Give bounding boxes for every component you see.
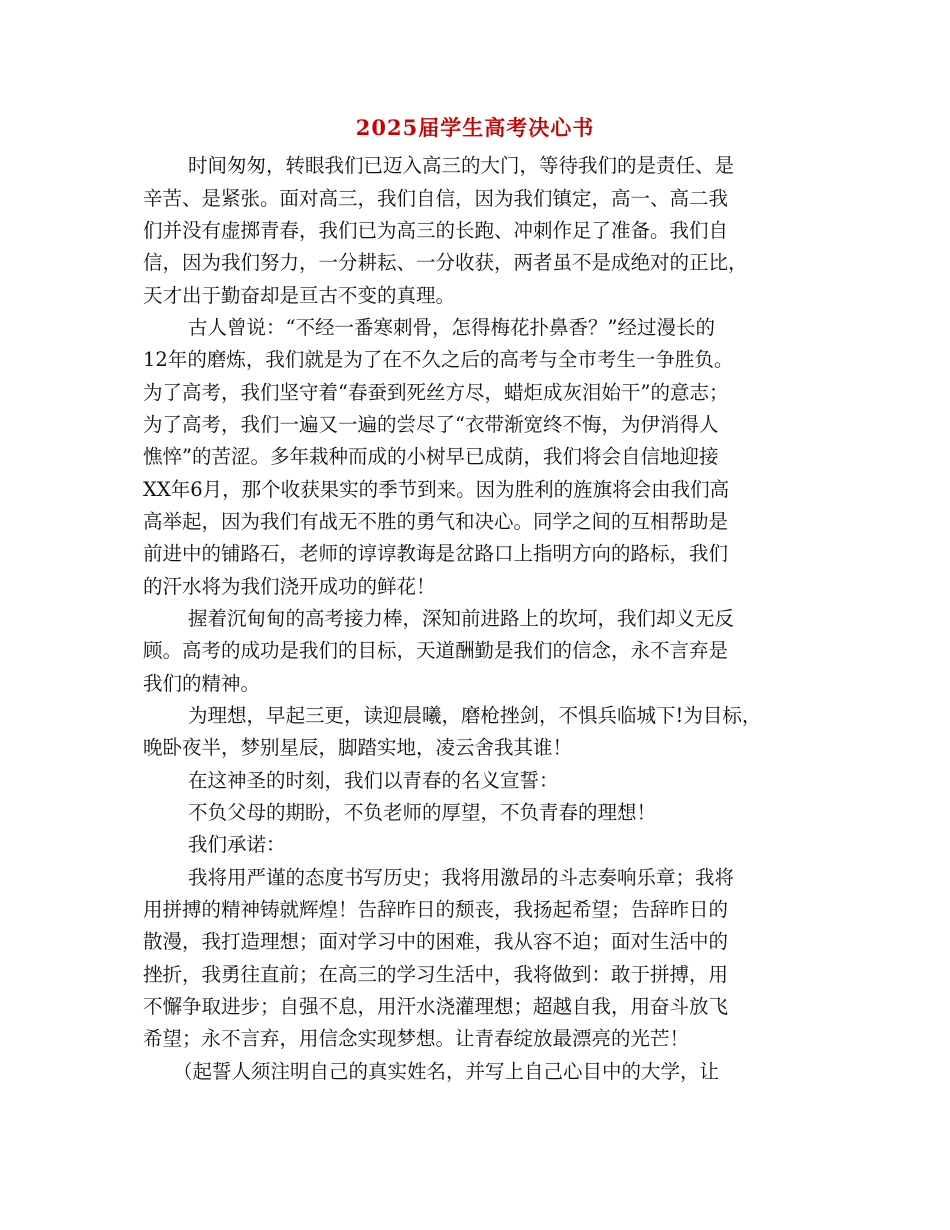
text-line: 挫折，我勇往直前；在高三的学习生活中，我将做到：敢于拼搏，用 [143,963,729,986]
text-line: 不负父母的期盼，不负老师的厚望，不负青春的理想！ [188,801,657,824]
text-line: 用拼搏的精神铸就辉煌！告辞昨日的颓丧，我扬起希望；告辞昨日的 [143,898,729,921]
text-line: 信，因为我们努力，一分耕耘、一分收获，两者虽不是成绝对的正比， [143,251,748,274]
text-line: 为了高考，我们坚守着“春蚕到死丝方尽，蜡炬成灰泪始干”的意志； [143,381,729,404]
text-line: 不懈争取进步；自强不息，用汗水浇灌理想；超越自我，用奋斗放飞 [143,995,729,1018]
text-line: 在这神圣的时刻，我们以青春的名义宣誓： [188,769,559,792]
text-line: 为了高考，我们一遍又一遍的尝尽了“衣带渐宽终不悔，为伊消得人 [143,413,719,436]
text-line: 们并没有虚掷青春，我们已为高三的长跑、冲刺作足了准备。我们自 [143,219,729,242]
text-line: 的汗水将为我们浇开成功的鲜花！ [143,575,436,598]
text-line: 我们承诺： [188,833,286,856]
text-line: 前进中的铺路石，老师的谆谆教诲是岔路口上指明方向的路标，我们 [143,542,729,565]
text-line: 希望；永不言弃，用信念实现梦想。让青春绽放最漂亮的光芒！ [143,1027,690,1050]
text-line: XX年6月，那个收获果实的季节到来。因为胜利的旌旗将会由我们高 [143,478,730,501]
text-line: 我将用严谨的态度书写历史；我将用激昂的斗志奏响乐章；我将 [188,866,735,889]
text-line: 天才出于勤奋却是亘古不变的真理。 [143,284,456,307]
text-line: 古人曾说：“不经一番寒刺骨，怎得梅花扑鼻香？”经过漫长的 [188,316,715,339]
text-line: 时间匆匆，转眼我们已迈入高三的大门，等待我们的是责任、是 [188,154,735,177]
text-line: 为理想，早起三更，读迎晨曦，磨枪挫剑，不惧兵临城下!为目标， [188,704,762,727]
text-line: 晚卧夜半，梦别星辰，脚踏实地，凌云舍我其谁！ [143,736,573,759]
text-line: 散漫，我打造理想；面对学习中的困难，我从容不迫；面对生活中的 [143,930,729,953]
text-line: 顾。高考的成功是我们的目标，天道酬勤是我们的信念，永不言弃是 [143,639,729,662]
text-line: （起誓人须注明自己的真实姓名，并写上自己心目中的大学，让 [173,1060,720,1083]
text-line: 辛苦、是紧张。面对高三，我们自信，因为我们镇定，高一、高二我 [143,187,729,210]
text-line: 12年的磨炼，我们就是为了在不久之后的高考与全市考生一争胜负。 [143,348,734,371]
text-line: 高举起，因为我们有战无不胜的勇气和决心。同学之间的互相帮助是 [143,510,729,533]
document-title: 2025届学生高考决心书 [355,115,595,140]
text-line: 我们的精神。 [143,672,261,695]
text-line: 握着沉甸甸的高考接力棒，深知前进路上的坎坷，我们却义无反 [188,607,735,630]
text-line: 憔悴”的苦涩。多年栽种而成的小树早已成荫，我们将会自信地迎接 [143,445,719,468]
